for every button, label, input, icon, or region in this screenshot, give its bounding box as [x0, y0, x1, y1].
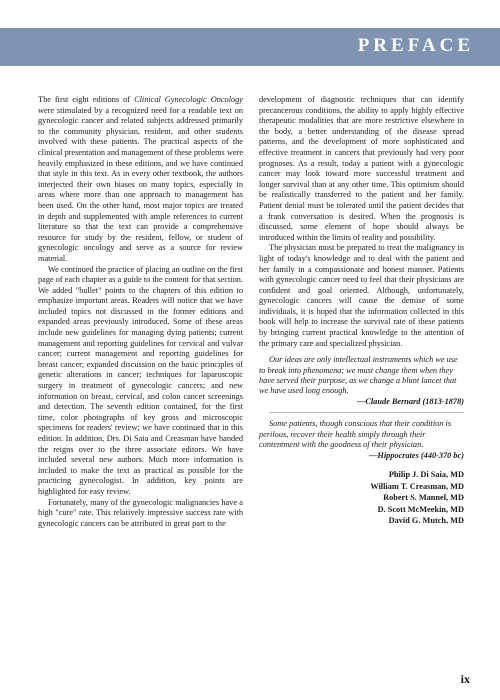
- author-name: Robert S. Mannel, MD: [383, 493, 464, 503]
- page-title: PREFACE: [357, 35, 474, 56]
- quote-text: Some patients, though conscious that their condition is perilous, recover their health simply through their contentment with the goodness of their physician.: [259, 419, 452, 450]
- paragraph-text: The first eight editions of: [38, 95, 135, 104]
- book-title: Clinical Gynecologic Oncology: [134, 95, 243, 104]
- paragraph: Fortunately, many of the gynecologic malignancies have a high "cure" rate. This relatively impressive success rate with gynecologic cancers can be attributed in great part to the: [38, 497, 243, 528]
- left-column: [38, 95, 243, 529]
- author-list: [259, 469, 464, 527]
- author-name: William T. Creasman, MD: [370, 481, 464, 491]
- author-name: Philip J. Di Saia, MD: [388, 470, 464, 480]
- paragraph: [38, 95, 243, 265]
- paragraph: development of diagnostic techniques that can identify precancerous conditions, the ability to apply highly effective therapeutic modalities that are more restrictive elsewhere in the body, a better understanding of the disease spread patterns, and the development of more sophisticated and effective treatment in cancers that previously had very poor prognoses. As a result, today a patient with a gynecologic cancer may look toward more successful treatment and longer survival than at any other time. This optimism should be realistically transferred to the patient and her family. Patient denial must be tolerated until the patient decides that a frank conversation is desired. When the prognosis is discussed, some element of hope should always be introduced within the limits of reality and possibility.: [259, 95, 464, 242]
- quote-text: Our ideas are only intellectual instruments which we use to break into phenomena; we must change them when they have served their purpose, as we change a blunt lancet that we have used long enough.: [259, 355, 458, 396]
- quote-attribution: —Hippocrates (440-370 bc): [369, 450, 464, 460]
- paragraph-text: were stimulated by a recognized need for a readable text on gynecologic cancer and related subjects addressed primarily to the community physician, resident, and other students involved with these patients. The practical aspects of the clinical presentation and management of these problems were heavily emphasized in these editions, and we have continued that style in this text. As in every other textbook, the authors interjected their own biases on many topics, especially in areas where more than one approach to management has been used. On the other hand, most major topics are treated in depth and supplemented with ample references to current literature so that the text can provide a comprehensive resource for study by the resident, fellow, or student of gynecologic oncology and serve as a source for review material.: [38, 105, 243, 263]
- paragraph: The physician must be prepared to treat the malignancy in light of today's knowledge and to deal with the patient and her family in a compassionate and honest manner. Patients with gynecologic cancer need to feel that their physicians are confident and goal oriented. Although, unfortunately, gynecologic cancers will cause the demise of some individuals, it is hoped that the information collected in this book will help to increase the survival rate of these patients by bringing current practical knowledge to the attention of the primary care and specialized physician.: [259, 243, 464, 348]
- epigraph-quote: [259, 355, 464, 407]
- right-column: [259, 95, 464, 527]
- paragraph: We continued the practice of placing an outline on the first page of each chapter as a guide to the content for that section. We added "bullet" points to the chapters of this edition to emphasize important areas. Readers will notice that we have included topics not discussed in the former editions and expanded areas previously introduced. Some of these areas include new guidelines for managing dying patients; current management and reporting guidelines for cervical and vulvar cancer; current management and reporting guidelines for breast cancer; expanded discussion on the basic principles of genetic alterations in cancer; techniques for laparoscopic surgery in treatment of gynecologic cancers; and new information on breast, cervical, and colon cancer screenings and detection. The seventh edition contained, for the first time, color photographs of key gross and microscopic specimens for readers' review; we have continued that in this edition. In addition, Drs. Di Saia and Creasman have handed the reigns over to the three associate editors. We have included several new authors. Much more information is included to make the text as practical as possible for the practicing gynecologist. In addition, key points are highlighted for easy review.: [38, 264, 243, 496]
- quote-attribution: —Claude Bernard (1813-1878): [357, 396, 464, 406]
- author-name: D. Scott McMeekin, MD: [377, 504, 464, 514]
- epigraph-quote: [259, 419, 464, 461]
- divider: [269, 412, 464, 413]
- page-number: ix: [460, 672, 470, 686]
- author-name: David G. Mutch, MD: [388, 516, 464, 526]
